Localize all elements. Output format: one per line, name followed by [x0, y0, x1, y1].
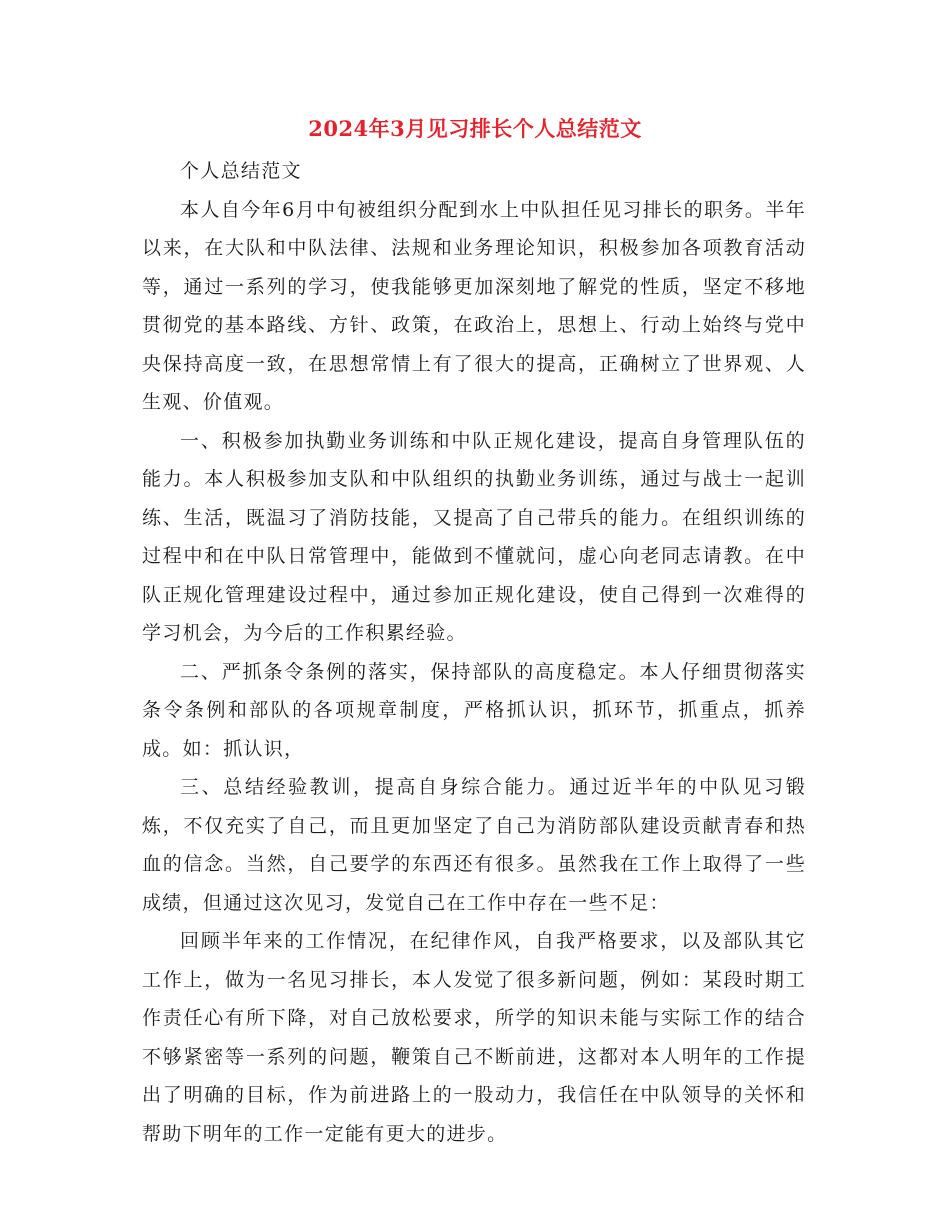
- document-title: 2024年3月见习排长个人总结范文: [308, 116, 642, 141]
- document-body: [142, 152, 806, 1153]
- paragraph-section-1: 一、积极参加执勤业务训练和中队正规化建设，提高自身管理队伍的能力。本人积极参加支队和中队组织的执勤业务训练，通过与战士一起训练、生活，既温习了消防技能，又提高了自己带兵的能力。在组织训练的过程中和在中队日常管理中，能做到不懂就问，虚心向老同志请教。在中队正规化管理建设过程中，通过参加正规化建设，使自己得到一次难得的学习机会，为今后的工作积累经验。: [142, 429, 806, 644]
- paragraph-subtitle: 个人总结范文: [180, 160, 302, 182]
- paragraph-section-3: 三、总结经验教训，提高自身综合能力。通过近半年的中队见习锻炼，不仅充实了自己，而且更加坚定了自己为消防部队建设贡献青春和热血的信念。当然，自己要学的东西还有很多。虽然我在工作上取得了一些成绩，但通过这次见习，发觉自己在工作中存在一些不足：: [142, 776, 806, 914]
- paragraph-intro: 本人自今年6月中旬被组织分配到水上中队担任见习排长的职务。半年以来，在大队和中队法律、法规和业务理论知识，积极参加各项教育活动等，通过一系列的学习，使我能够更加深刻地了解党的性质，坚定不移地贯彻党的基本路线、方针、政策，在政治上，思想上、行动上始终与党中央保持高度一致，在思想常情上有了很大的提高，正确树立了世界观、人生观、价值观。: [142, 198, 806, 413]
- paragraph-section-2: 二、严抓条令条例的落实，保持部队的高度稳定。本人仔细贯彻落实条令条例和部队的各项规章制度，严格抓认识，抓环节，抓重点，抓养成。如：抓认识，: [142, 660, 806, 760]
- paragraph-review: 回顾半年来的工作情况，在纪律作风，自我严格要求，以及部队其它工作上，做为一名见习排长，本人发觉了很多新问题，例如：某段时期工作责任心有所下降，对自己放松要求，所学的知识未能与实际工作的结合不够紧密等一系列的问题，鞭策自己不断前进，这都对本人明年的工作提出了明确的目标，作为前进路上的一股动力，我信任在中队领导的关怀和帮助下明年的工作一定能有更大的进步。: [142, 930, 806, 1145]
